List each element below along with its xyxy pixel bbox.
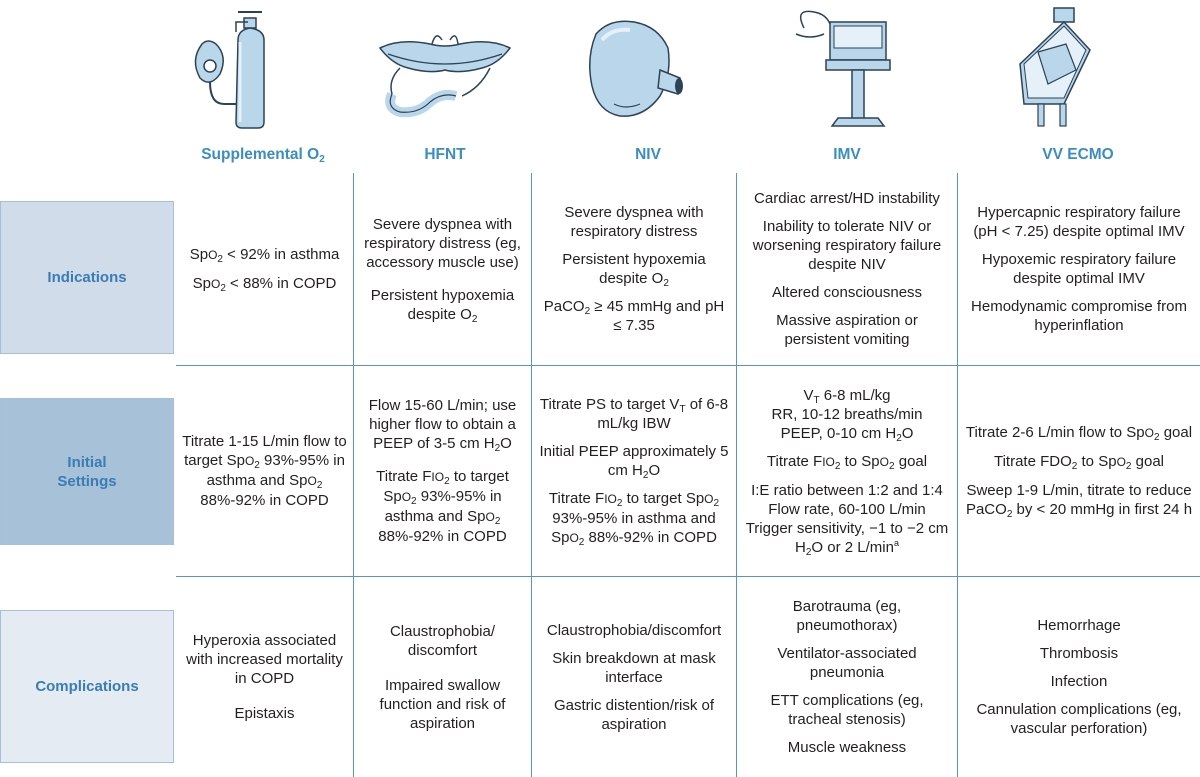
face-mask-icon xyxy=(562,4,712,132)
cell-ecmo-settings: Titrate 2-6 L/min flow to SpO$_2$ goal Titrate $FDO_2$ to SpO$_2$ goal Sweep 1-9 L/min, titrate to reduce PaCO$_2$ by < 20 mmHg in first 24 h xyxy=(965,424,1193,520)
oxygen-cylinder-icon xyxy=(188,4,338,132)
cell-imv-indications: Cardiac arrest/HD instability Inability to tolerate NIV or worsening respiratory failure despite NIV Altered consciousness Massive aspiration or persistent vomiting xyxy=(752,190,942,348)
cell-hfnt-indications: Severe dyspnea with respiratory distress (eg, accessory muscle use) Persistent hypoxemia despite $O_2$ xyxy=(364,215,521,325)
cell-imv-settings: $V_T$ 6-8 mL/kg RR, 10-12 breaths/min PEEP, 0-10 cm $H_2O$ Titrate $FIO_2$ to SpO$_2$ goal I:E ratio between 1:2 and 1:4 Flow rate, 60-100 L/min Trigger sensitivity, −1 to −2 cm $H_2O$ or 2 $L/\min^a$ xyxy=(745,386,949,558)
col-header-vv-ecmo: VV ECMO xyxy=(1042,146,1114,163)
nasal-cannula-icon xyxy=(370,4,520,132)
cell-ecmo-indications: Hypercapnic respiratory failure (pH < 7.25) despite optimal IMV Hypoxemic respiratory failure despite optimal IMV Hemodynamic compromise from hyperinflation xyxy=(971,204,1187,334)
col-header-niv: NIV xyxy=(635,146,661,163)
cell-niv-settings: Titrate PS to target $V_T$ of 6-8 mL/kg IBW Initial PEEP approximately 5 cm $H_2O$ Titrate $FIO_2$ to target SpO$_2$ 93%-95% in asthma and SpO$_2$ 88%-92% in COPD xyxy=(539,395,729,548)
col-header-imv: IMV xyxy=(833,146,861,163)
row-label-indications: Indications xyxy=(0,201,174,354)
cell-ecmo-complications: Hemorrhage Thrombosis Infection Cannulation complications (eg, vascular perforation) xyxy=(976,617,1182,737)
ventilator-icon xyxy=(774,4,924,132)
col-header-supplemental-o2: Supplemental $O_2$ xyxy=(201,146,325,165)
cell-supp-complications: Hyperoxia associated with increased mortality in COPD Epistaxis xyxy=(186,632,343,722)
row-label-initial-settings: Initial Settings xyxy=(0,398,174,545)
cell-hfnt-complications: Claustrophobia/ discomfort Impaired swallow function and risk of aspiration xyxy=(379,622,506,732)
cell-supp-indications: SpO$_2$ < 92% in asthma SpO$_2$ < 88% in COPD xyxy=(189,245,340,294)
row-label-complications: Complications xyxy=(0,610,174,763)
cell-niv-complications: Claustrophobia/discomfort Skin breakdown at mask interface Gastric distention/risk of aspiration xyxy=(546,621,722,733)
ecmo-icon xyxy=(966,4,1116,132)
cell-supp-settings: Titrate 1-15 L/min flow to target SpO$_2$ 93%-95% in asthma and SpO$_2$ 88%-92% in COPD xyxy=(182,433,347,509)
cell-niv-indications: Severe dyspnea with respiratory distress Persistent hypoxemia despite $O_2$ PaCO$_2$ ≥ 45 mmHg and pH ≤ 7.35 xyxy=(543,204,725,334)
cell-hfnt-settings: Flow 15-60 L/min; use higher flow to obtain a PEEP of 3-5 cm $H_2O$ Titrate $FIO_2$ to target SpO$_2$ 93%-95% in asthma and SpO$_2$ 88%-92% in COPD xyxy=(368,397,517,545)
col-header-hfnt: HFNT xyxy=(424,146,466,163)
cell-imv-complications: Barotrauma (eg, pneumothorax) Ventilator-associated pneumonia ETT complications (eg, tracheal stenosis) Muscle weakness xyxy=(770,598,924,756)
